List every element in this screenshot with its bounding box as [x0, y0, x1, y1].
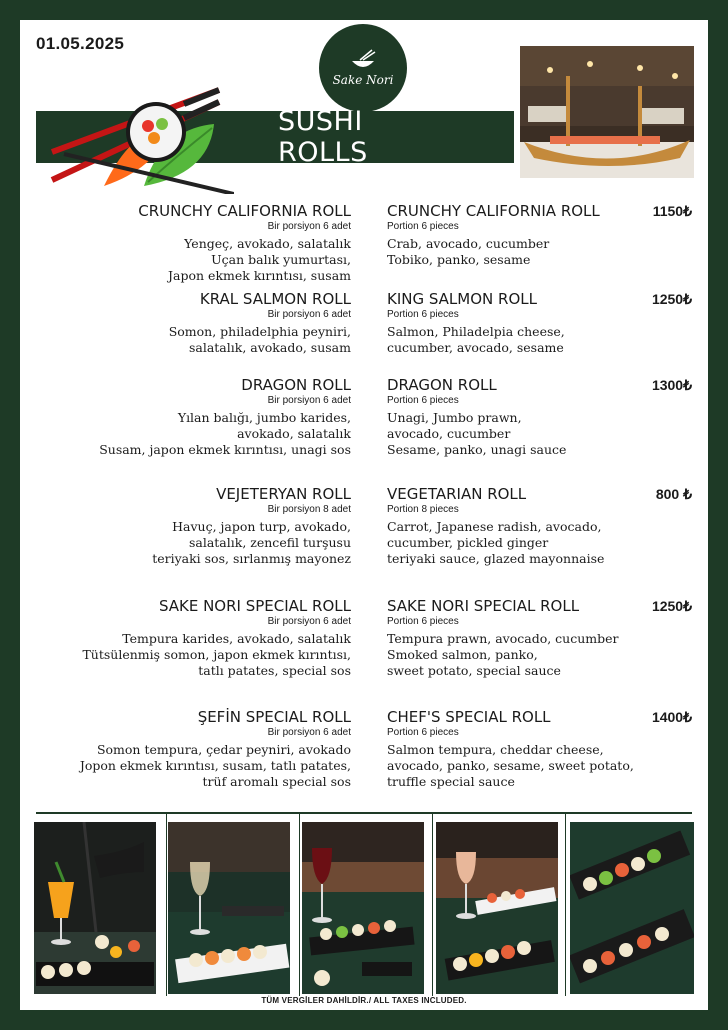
item-en-name: SAKE NORI SPECIAL ROLL	[387, 597, 580, 615]
item-en	[387, 202, 657, 268]
desc-line: Carrot, Japanese radish, avocado,	[387, 519, 602, 534]
desc-line: Smoked salmon, panko,	[387, 647, 538, 662]
sushi-roll-illustration	[44, 74, 234, 194]
item-tr	[51, 708, 351, 790]
item-tr-desc	[51, 324, 351, 356]
desc-line: cucumber, pickled ginger	[387, 535, 549, 550]
gallery-divider	[36, 812, 692, 814]
item-en-desc	[387, 324, 657, 356]
desc-line: Tütsülenmiş somon, japon ekmek kırıntısı,	[82, 647, 351, 662]
desc-line: Uçan balık yumurtası,	[211, 252, 351, 267]
item-tr	[51, 290, 351, 356]
item-en-desc	[387, 742, 657, 790]
desc-line: Sesame, panko, unagi sauce	[387, 442, 567, 457]
item-tr-portion: Bir porsiyon 6 adet	[267, 309, 351, 320]
item-tr-portion: Bir porsiyon 6 adet	[267, 616, 351, 627]
item-en-name: CRUNCHY CALIFORNIA ROLL	[387, 202, 600, 220]
item-en	[387, 290, 657, 356]
item-en-desc	[387, 236, 657, 268]
item-en	[387, 597, 657, 679]
item-tr-desc	[51, 236, 351, 284]
item-en	[387, 376, 657, 458]
desc-line: salatalık, avokado, susam	[188, 340, 351, 355]
desc-line: cucumber, avocado, sesame	[387, 340, 564, 355]
desc-line: Salmon tempura, cheddar cheese,	[387, 742, 604, 757]
desc-line: Havuç, japon turp, avokado,	[172, 519, 351, 534]
item-tr-portion: Bir porsiyon 6 adet	[267, 221, 351, 232]
desc-line: Crab, avocado, cucumber	[387, 236, 550, 251]
item-en-name: KING SALMON ROLL	[387, 290, 537, 308]
item-en	[387, 485, 657, 567]
item-price: 1250₺	[651, 598, 692, 614]
item-tr-portion: Bir porsiyon 8 adet	[267, 504, 351, 515]
item-tr-name: SAKE NORI SPECIAL ROLL	[158, 597, 351, 615]
item-tr-name: ŞEFİN SPECIAL ROLL	[197, 708, 351, 726]
desc-line: Tobiko, panko, sesame	[387, 252, 531, 267]
item-price: 1300₺	[651, 377, 692, 393]
desc-line: Somon tempura, çedar peyniri, avokado	[96, 742, 351, 757]
item-tr	[51, 202, 351, 284]
desc-line: Japon ekmek kırıntısı, susam	[168, 268, 351, 283]
item-en-portion: Portion 6 pieces	[387, 616, 459, 627]
desc-line: avokado, salatalık	[237, 426, 351, 441]
item-en-desc	[387, 519, 657, 567]
item-en-portion: Portion 6 pieces	[387, 309, 459, 320]
restaurant-boat-photo	[520, 46, 694, 178]
item-tr-name: DRAGON ROLL	[241, 376, 351, 394]
item-tr-desc	[51, 519, 351, 567]
item-tr-name: CRUNCHY CALIFORNIA ROLL	[138, 202, 351, 220]
menu-date: 01.05.2025	[36, 34, 125, 53]
item-en-portion: Portion 8 pieces	[387, 504, 459, 515]
menu-page	[20, 20, 708, 1010]
desc-line: Salmon, Philadelpia cheese,	[387, 324, 565, 339]
cocktail-sushi-photo	[34, 822, 156, 994]
item-en-desc	[387, 410, 657, 458]
desc-line: Jopon ekmek kırıntısı, susam, tatlı patates,	[79, 758, 351, 773]
item-tr-name: VEJETERYAN ROLL	[216, 485, 351, 503]
desc-line: Yengeç, avokado, salatalık	[184, 236, 351, 251]
desc-line: sweet potato, special sauce	[387, 663, 561, 678]
photo-gallery	[34, 822, 694, 996]
desc-line: Yılan balığı, jumbo karides,	[177, 410, 351, 425]
desc-line: Susam, japon ekmek kırıntısı, unagi sos	[99, 442, 351, 457]
chopsticks-bowl-icon	[348, 49, 378, 71]
sushi-boards-photo	[570, 822, 694, 994]
item-en	[387, 708, 657, 790]
desc-line: teriyaki sauce, glazed mayonnaise	[387, 551, 605, 566]
item-tr	[51, 485, 351, 567]
desc-line: trüf aromalı special sos	[202, 774, 351, 789]
desc-line: Somon, philadelphia peyniri,	[168, 324, 351, 339]
desc-line: tatlı patates, special sos	[198, 663, 351, 678]
item-tr-desc	[51, 631, 351, 679]
desc-line: truffle special sauce	[387, 774, 515, 789]
brand-logo	[319, 24, 407, 112]
item-en-portion: Portion 6 pieces	[387, 395, 459, 406]
desc-line: avocado, panko, sesame, sweet potato,	[387, 758, 634, 773]
item-tr-portion: Bir porsiyon 6 adet	[267, 727, 351, 738]
item-price: 1150₺	[652, 203, 692, 219]
red-wine-sushi-photo	[302, 822, 424, 994]
item-en-name: VEGETARIAN ROLL	[387, 485, 527, 503]
item-price: 1250₺	[651, 291, 692, 307]
tax-note: TÜM VERGİLER DAHİLDİR./ ALL TAXES INCLUDED.	[261, 996, 467, 1005]
desc-line: Unagi, Jumbo prawn,	[387, 410, 522, 425]
brand-name: Sake Nori	[332, 73, 394, 87]
item-en-name: CHEF'S SPECIAL ROLL	[387, 708, 551, 726]
item-en-portion: Portion 6 pieces	[387, 727, 459, 738]
page-title: SUSHI ROLLS	[278, 106, 368, 168]
item-tr	[51, 376, 351, 458]
desc-line: Tempura prawn, avocado, cucumber	[387, 631, 619, 646]
item-en-name: DRAGON ROLL	[387, 376, 497, 394]
desc-line: avocado, cucumber	[387, 426, 511, 441]
item-price: 1400₺	[651, 709, 692, 725]
wine-sushi-photo	[168, 822, 290, 994]
item-tr-name: KRAL SALMON ROLL	[199, 290, 351, 308]
item-tr-desc	[51, 410, 351, 458]
item-price: 800 ₺	[655, 486, 692, 502]
desc-line: teriyaki sos, sırlanmış mayonez	[152, 551, 351, 566]
desc-line: salatalık, zencefil turşusu	[188, 535, 351, 550]
item-tr-desc	[51, 742, 351, 790]
desc-line: Tempura karides, avokado, salatalık	[122, 631, 351, 646]
item-en-desc	[387, 631, 657, 679]
rose-wine-sushi-photo	[436, 822, 558, 994]
item-tr	[51, 597, 351, 679]
item-tr-portion: Bir porsiyon 6 adet	[267, 395, 351, 406]
item-en-portion: Portion 6 pieces	[387, 221, 459, 232]
